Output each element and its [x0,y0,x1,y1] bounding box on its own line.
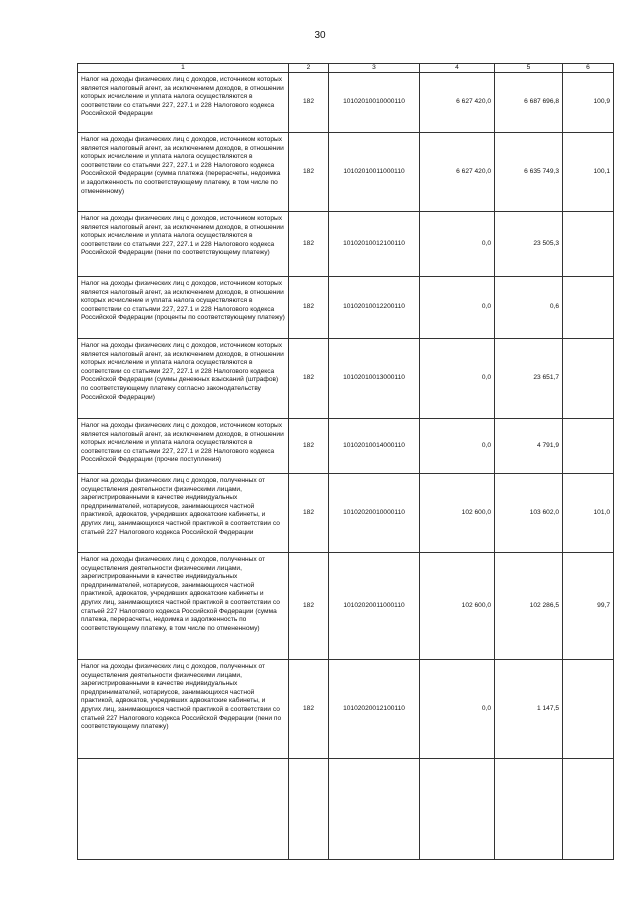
row-percent: 100,1 [563,133,614,212]
row-admin-code: 182 [289,474,329,553]
row-budget-code: 10102020011000110 [329,553,420,660]
row-actual: 102 286,5 [495,553,563,660]
row-budget-code: 10102020010000110 [329,474,420,553]
column-header: 6 [563,64,614,73]
column-number-row [78,64,614,73]
row-admin-code: 182 [289,660,329,759]
row-budget-code: 10102010012100110 [329,212,420,277]
row-admin-code: 182 [289,553,329,660]
row-actual: 103 602,0 [495,474,563,553]
row-plan [420,759,495,860]
row-description: Налог на доходы физических лиц с доходов, полученных от осуществления деятельности физическими лицами, зарегистрированными в качестве индивидуальных предпринимателей, нотариусов, занимающихся частной практикой, адвокатов, учредивших адвокатские кабинеты, и других лиц, занимающихся частной практикой в соответствии со статьей 227 Налогового кодекса Российской Федерации (пени по соответствующему платежу) [78,660,289,759]
row-description: Налог на доходы физических лиц с доходов, полученных от осуществления деятельности физическими лицами, зарегистрированными в качестве индивидуальных предпринимателей, нотариусов, занимающихся частной практикой, адвокатов, учредивших адвокатские кабинеты, и других лиц, занимающихся частной практикой в соответствии со статьей 227 Налогового кодекса Российской Федерации [78,474,289,553]
row-plan: 102 600,0 [420,553,495,660]
column-header: 5 [495,64,563,73]
row-percent [563,759,614,860]
row-plan: 0,0 [420,660,495,759]
row-percent: 100,9 [563,73,614,133]
row-budget-code: 10102010014000110 [329,419,420,474]
page-number: 30 [314,30,326,41]
column-header: 2 [289,64,329,73]
row-admin-code: 182 [289,73,329,133]
row-percent [563,277,614,339]
row-percent [563,660,614,759]
row-plan: 0,0 [420,419,495,474]
row-description: Налог на доходы физических лиц с доходов, источником которых является налоговый агент, за исключением доходов, в отношении которых исчисление и уплата налога осуществляются в соответствии со статьями 227, 227.1 и 228 Налогового кодекса Российской Федерации (проценты по соответствующему платежу) [78,277,289,339]
row-admin-code: 182 [289,277,329,339]
row-description: Налог на доходы физических лиц с доходов, источником которых является налоговый агент, за исключением доходов, в отношении которых исчисление и уплата налога осуществляются в соответствии со статьями 227, 227.1 и 228 Налогового кодекса Российской Федерации [78,73,289,133]
row-percent [563,212,614,277]
row-actual: 0,6 [495,277,563,339]
row-admin-code: 182 [289,133,329,212]
row-plan: 102 600,0 [420,474,495,553]
row-budget-code: 10102020012100110 [329,660,420,759]
row-actual: 6 687 696,8 [495,73,563,133]
row-actual: 6 635 749,3 [495,133,563,212]
row-admin-code: 182 [289,419,329,474]
row-description [78,759,289,860]
row-percent [563,339,614,419]
column-header: 1 [78,64,289,73]
column-header: 4 [420,64,495,73]
row-plan: 0,0 [420,212,495,277]
table-row [78,474,614,553]
table-row [78,759,614,860]
row-admin-code [289,759,329,860]
row-admin-code: 182 [289,212,329,277]
row-actual: 1 147,5 [495,660,563,759]
row-budget-code: 10102010010000110 [329,73,420,133]
row-plan: 6 627 420,0 [420,133,495,212]
table-row [78,339,614,419]
row-budget-code: 10102010012200110 [329,277,420,339]
row-percent: 101,0 [563,474,614,553]
row-description: Налог на доходы физических лиц с доходов, источником которых является налоговый агент, за исключением доходов, в отношении которых исчисление и уплата налога осуществляются в соответствии со статьями 227, 227.1 и 228 Налогового кодекса Российской Федерации (прочие поступления) [78,419,289,474]
table-row [78,133,614,212]
row-actual: 23 651,7 [495,339,563,419]
row-plan: 0,0 [420,339,495,419]
table-row [78,553,614,660]
row-admin-code: 182 [289,339,329,419]
row-plan: 0,0 [420,277,495,339]
row-description: Налог на доходы физических лиц с доходов, источником которых является налоговый агент, за исключением доходов, в отношении которых исчисление и уплата налога осуществляются в соответствии со статьями 227, 227.1 и 228 Налогового кодекса Российской Федерации (суммы денежных взысканий (штрафов) по соответствующему платежу согласно законодательству Российской Федерации) [78,339,289,419]
revenue-table [77,63,614,860]
row-description: Налог на доходы физических лиц с доходов, источником которых является налоговый агент, за исключением доходов, в отношении которых исчисление и уплата налога осуществляются в соответствии со статьями 227, 227.1 и 228 Налогового кодекса Российской Федерации (сумма платежа (перерасчеты, недоимка и задолженность по соответствующему платежу, в том числе по отмененному) [78,133,289,212]
table-row [78,73,614,133]
table-row [78,660,614,759]
row-description: Налог на доходы физических лиц с доходов, полученных от осуществления деятельности физическими лицами, зарегистрированными в качестве индивидуальных предпринимателей, нотариусов, занимающихся частной практикой, адвокатов, учредивших адвокатские кабинеты и других лиц, занимающихся частной практикой в соответствии со статьей 227 Налогового кодекса Российской Федерации (сумма платежа, перерасчеты, недоимка и задолженность по соответствующему платежу, в том числе по отмененному) [78,553,289,660]
row-description: Налог на доходы физических лиц с доходов, источником которых является налоговый агент, за исключением доходов, в отношении которых исчисление и уплата налога осуществляются в соответствии со статьями 227, 227.1 и 228 Налогового кодекса Российской Федерации (пени по соответствующему платежу) [78,212,289,277]
row-budget-code: 10102010013000110 [329,339,420,419]
row-budget-code: 10102010011000110 [329,133,420,212]
row-actual: 4 791,9 [495,419,563,474]
column-header: 3 [329,64,420,73]
row-percent [563,419,614,474]
table-row [78,277,614,339]
row-percent: 99,7 [563,553,614,660]
table-row [78,419,614,474]
row-budget-code [329,759,420,860]
row-plan: 6 627 420,0 [420,73,495,133]
row-actual: 23 505,3 [495,212,563,277]
row-actual [495,759,563,860]
table-row [78,212,614,277]
